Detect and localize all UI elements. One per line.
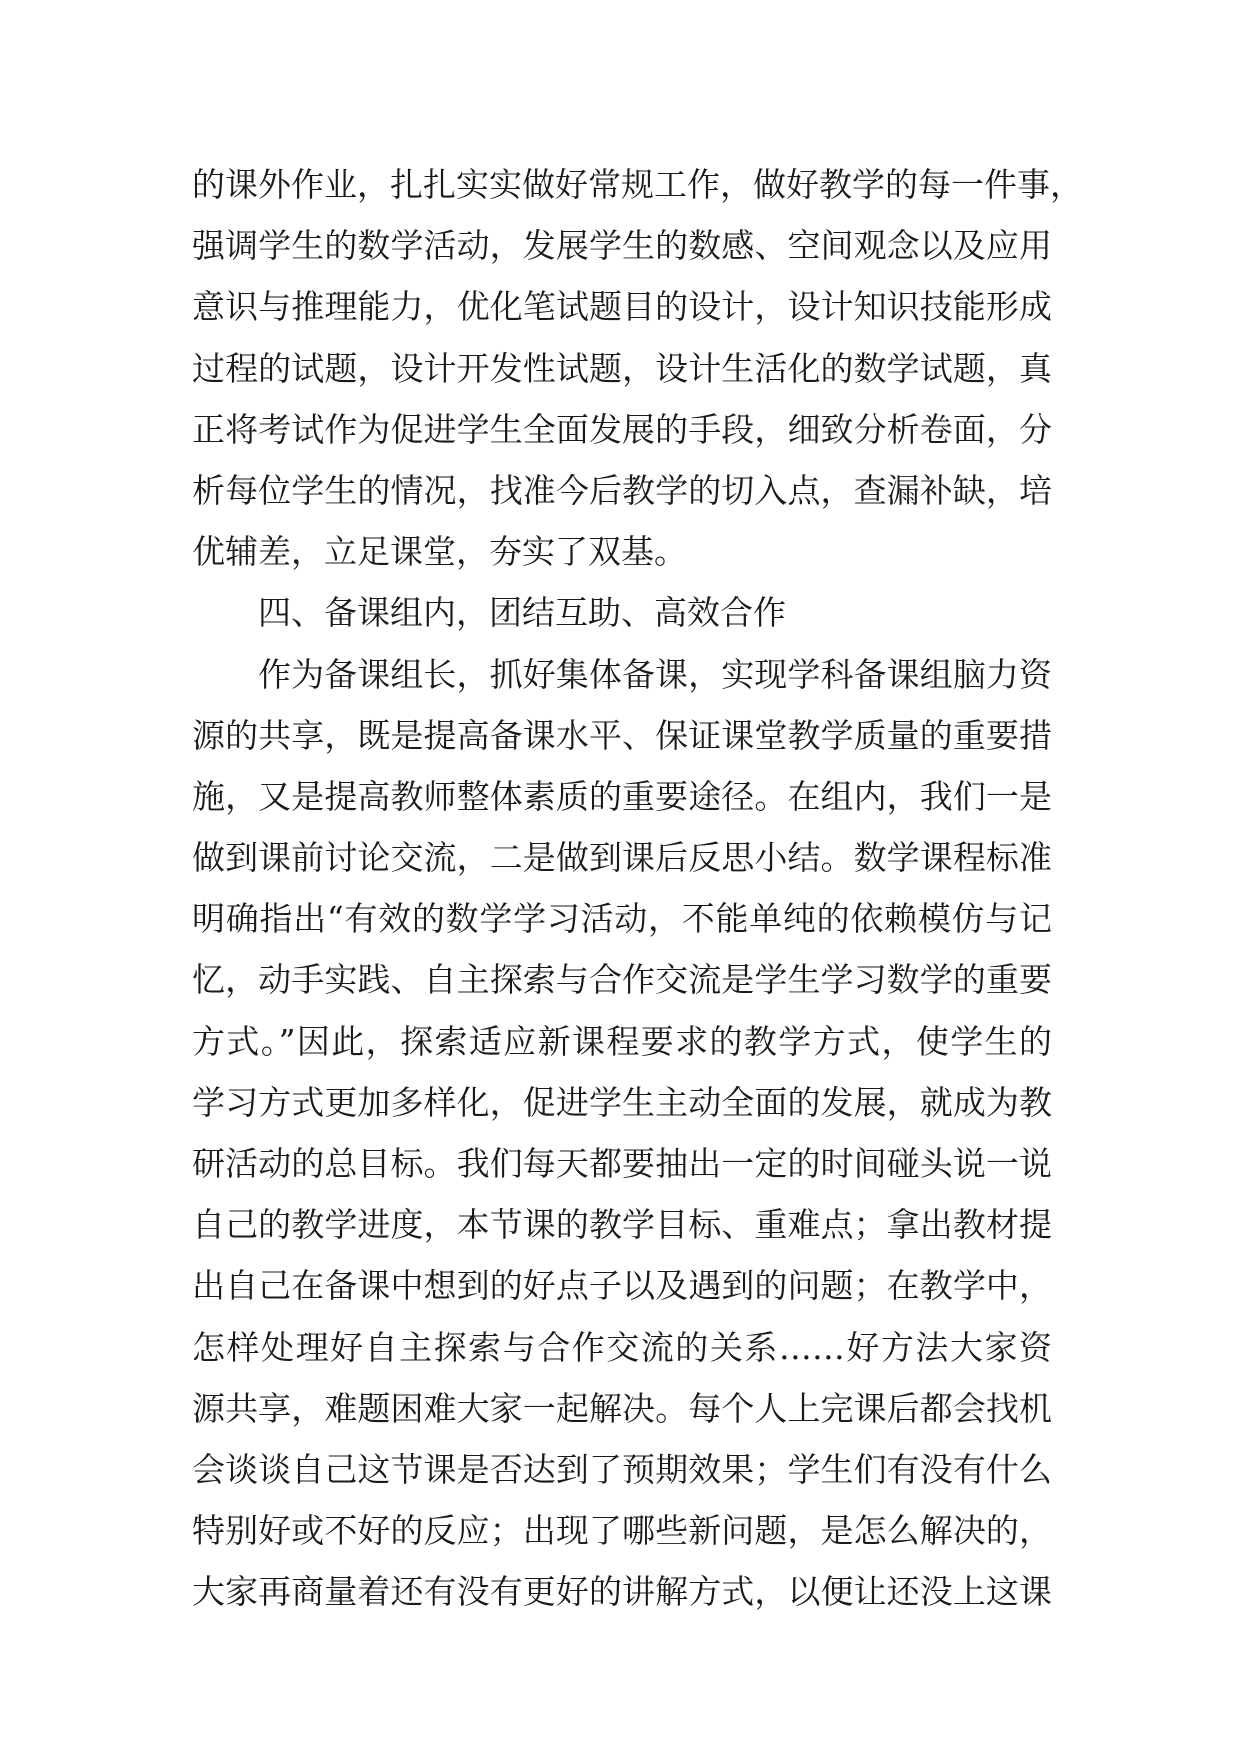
text-line: 忆，动手实践、自主探索与合作交流是学生学习数学的重要 [192,960,1052,1000]
body-text [192,154,1083,1623]
text-line: 源的共享，既是提高备课水平、保证课堂教学质量的重要措 [192,715,1052,755]
text-line: 的课外作业，扎扎实实做好常规工作，做好教学的每一件事， [192,165,1083,204]
text-line: 自己的教学进度，本节课的教学目标、重难点；拿出教材提 [192,1205,1052,1245]
text-line: 源共享，难题困难大家一起解决。每个人上完课后都会找机 [192,1388,1052,1428]
text-line: 大家再商量着还有没有更好的讲解方式，以便让还没上这课 [192,1572,1052,1612]
text-line: 强调学生的数学活动，发展学生的数感、空间观念以及应用 [192,226,1052,266]
text-line: 特别好或不好的反应；出现了哪些新问题，是怎么解决的， [192,1511,1052,1551]
text-line: 做到课前讨论交流，二是做到课后反思小结。数学课程标准 [192,838,1052,878]
text-line: 施，又是提高教师整体素质的重要途径。在组内，我们一是 [192,776,1052,816]
text-line: 出自己在备课中想到的好点子以及遇到的问题；在教学中， [192,1266,1052,1306]
text-line: 意识与推理能力，优化笔试题目的设计，设计知识技能形成 [192,287,1052,327]
text-line: 怎样处理好自主探索与合作交流的关系……好方法大家资 [192,1327,1052,1367]
text-line: 作为备课组长，抓好集体备课，实现学科备课组脑力资 [258,654,1052,694]
text-line: 正将考试作为促进学生全面发展的手段，细致分析卷面，分 [192,409,1052,449]
text-line: 学习方式更加多样化，促进学生主动全面的发展，就成为教 [192,1082,1052,1122]
text-line: 会谈谈自己这节课是否达到了预期效果；学生们有没有什么 [192,1449,1052,1489]
text-line: 明确指出“有效的数学学习活动，不能单纯的依赖模仿与记 [192,899,1052,939]
text-line: 析每位学生的情况，找准今后教学的切入点，查漏补缺，培 [192,470,1052,510]
section-heading: 四、备课组内，团结互助、高效合作 [258,593,786,633]
text-line: 方式。”因此，探索适应新课程要求的教学方式，使学生的 [192,1021,1052,1061]
text-line: 优辅差，立足课堂，夯实了双基。 [192,532,687,572]
text-line: 研活动的总目标。我们每天都要抽出一定的时间碰头说一说 [192,1144,1052,1183]
text-line: 过程的试题，设计开发性试题，设计生活化的数学试题，真 [192,348,1052,388]
